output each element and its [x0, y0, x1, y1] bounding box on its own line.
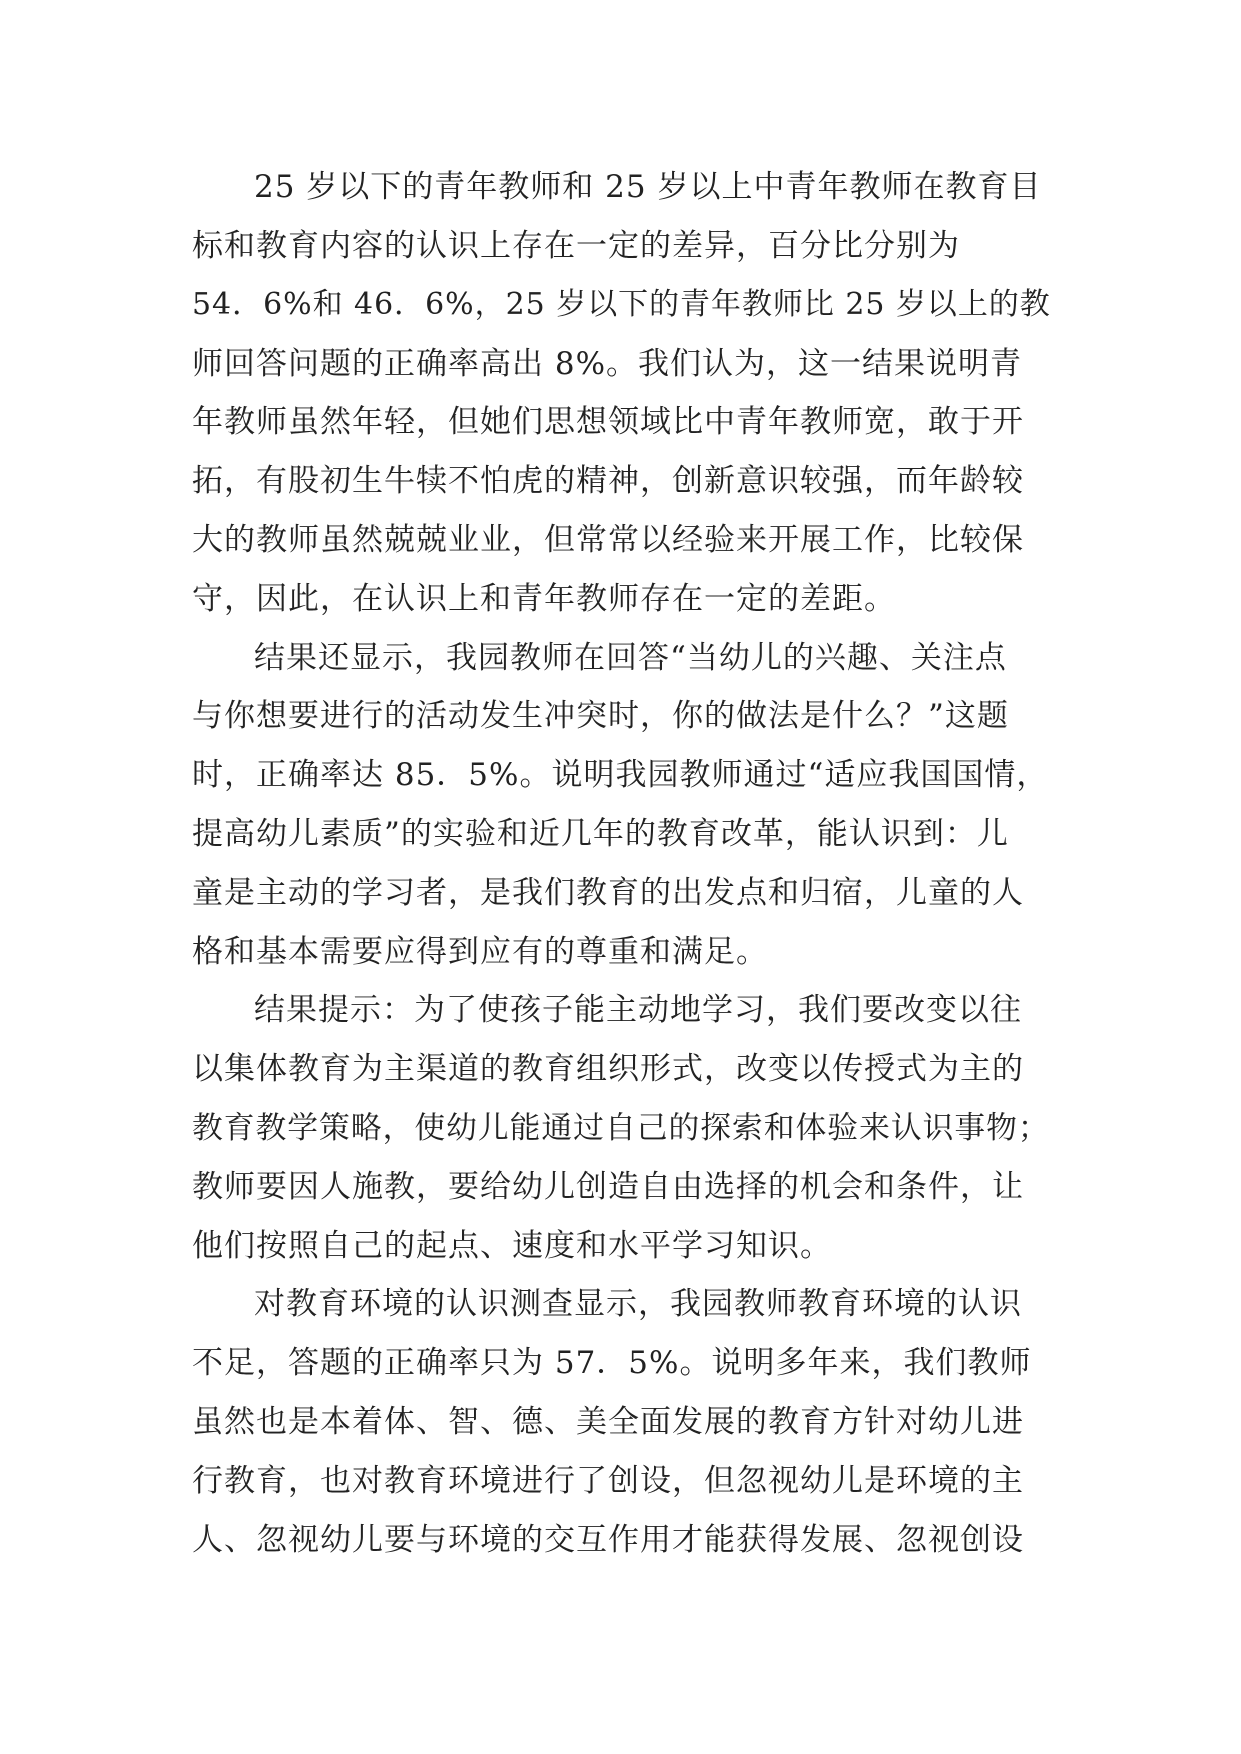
line-text: 拓，有股初生牛犊不怕虎的精神，创新意识较强，而年龄较 [192, 463, 1024, 499]
text-line [0, 804, 1241, 864]
text-line [0, 980, 1241, 1040]
line-text: 师回答问题的正确率高出 8%。我们认为，这一结果说明青 [192, 346, 1023, 382]
line-text: 结果还显示，我园教师在回答“当幼儿的兴趣、关注点 [254, 640, 1007, 676]
line-text: 行教育，也对教育环境进行了创设，但忽视幼儿是环境的主 [192, 1463, 1024, 1499]
line-text: 提高幼儿素质”的实验和近几年的教育改革，能认识到：儿 [192, 816, 1009, 852]
text-line [0, 1157, 1241, 1217]
text-line [0, 392, 1241, 452]
line-text: 对教育环境的认识测查显示，我园教师教育环境的认识 [254, 1286, 1022, 1322]
line-text: 教师要因人施教，要给幼儿创造自由选择的机会和条件，让 [192, 1169, 1024, 1205]
text-line [0, 1274, 1241, 1334]
text-line [0, 628, 1241, 688]
text-line [0, 1392, 1241, 1452]
line-text: 童是主动的学习者，是我们教育的出发点和归宿，儿童的人 [192, 875, 1024, 911]
line-text: 年教师虽然年轻，但她们思想领域比中青年教师宽，敢于开 [192, 404, 1024, 440]
text-line [0, 1510, 1241, 1570]
text-line [0, 863, 1241, 923]
line-text: 时，正确率达 85．5%。说明我园教师通过“适应我国国情， [192, 757, 1049, 793]
text-line [0, 686, 1241, 746]
text-line [0, 451, 1241, 511]
line-text: 不足，答题的正确率只为 57．5%。说明多年来，我们教师 [192, 1345, 1032, 1381]
text-line [0, 569, 1241, 629]
text-line [0, 1333, 1241, 1393]
line-text: 他们按照自己的起点、速度和水平学习知识。 [192, 1228, 832, 1264]
line-text: 以集体教育为主渠道的教育组织形式，改变以传授式为主的 [192, 1051, 1024, 1087]
line-text: 虽然也是本着体、智、德、美全面发展的教育方针对幼儿进 [192, 1404, 1024, 1440]
line-text: 大的教师虽然兢兢业业，但常常以经验来开展工作，比较保 [192, 522, 1024, 558]
text-line [0, 157, 1241, 217]
line-text: 教育教学策略，使幼儿能通过自己的探索和体验来认识事物； [192, 1110, 1050, 1146]
line-text: 54．6%和 46．6%，25 岁以下的青年教师比 25 岁以上的教 [192, 287, 1051, 322]
line-text: 人、忽视幼儿要与环境的交互作用才能获得发展、忽视创设 [192, 1522, 1024, 1558]
text-line [0, 216, 1241, 276]
line-text: 25 岁以下的青年教师和 25 岁以上中青年教师在教育目 [254, 169, 1042, 205]
line-text: 守，因此，在认识上和青年教师存在一定的差距。 [192, 581, 896, 617]
line-text: 格和基本需要应得到应有的尊重和满足。 [192, 934, 768, 970]
line-text: 标和教育内容的认识上存在一定的差异，百分比分别为 [192, 228, 960, 264]
text-line [0, 745, 1241, 805]
line-text: 与你想要进行的活动发生冲突时，你的做法是什么？”这题 [192, 698, 1009, 734]
text-line [0, 1098, 1241, 1158]
text-line [0, 1216, 1241, 1276]
text-line [0, 510, 1241, 570]
text-line [0, 275, 1241, 335]
line-text: 结果提示：为了使孩子能主动地学习，我们要改变以往 [254, 992, 1022, 1028]
text-line [0, 922, 1241, 982]
text-line [0, 1451, 1241, 1511]
text-line [0, 334, 1241, 394]
text-line [0, 1039, 1241, 1099]
